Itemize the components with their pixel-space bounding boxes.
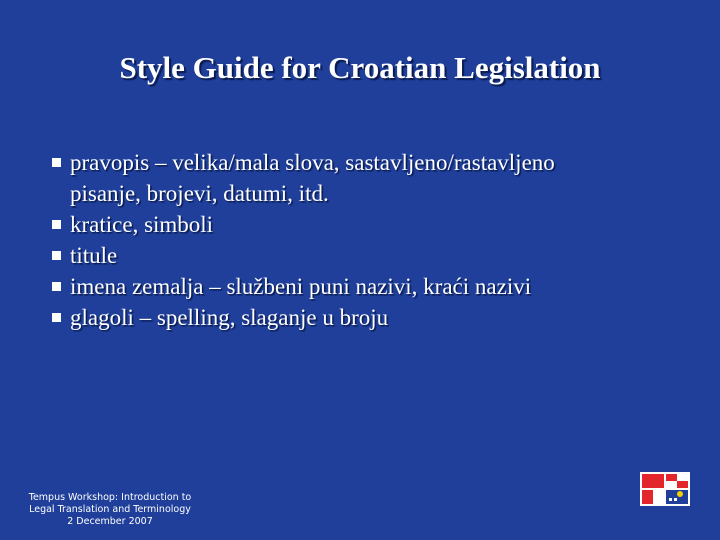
square-bullet-icon — [52, 251, 61, 260]
bullet-item-5 — [52, 302, 692, 333]
bullet-text-line: pisanje, brojevi, datumi, itd. — [70, 181, 329, 206]
square-bullet-icon — [52, 313, 61, 322]
slide-title: Style Guide for Croatian Legislation — [119, 50, 601, 85]
footer-line: Legal Translation and Terminology — [29, 504, 191, 515]
tempus-logo-icon — [640, 472, 690, 506]
square-bullet-icon — [52, 220, 61, 229]
tempus-logo-graphic — [640, 472, 690, 506]
bullet-text-line: pravopis – velika/mala slova, sastavljeno/rastavljeno — [70, 150, 555, 175]
square-bullet-icon — [52, 282, 61, 291]
bullet-text-line: glagoli – spelling, slaganje u broju — [70, 305, 389, 330]
footer-note — [20, 492, 200, 528]
bullet-text-line: titule — [70, 243, 118, 268]
bullet-item-3 — [52, 240, 692, 271]
bullet-item-1 — [52, 147, 692, 209]
bullet-text-line: kratice, simboli — [70, 212, 214, 237]
footer-line: Tempus Workshop: Introduction to — [28, 492, 192, 503]
square-bullet-icon — [52, 158, 61, 167]
bullet-item-2 — [52, 209, 692, 240]
footer-line: 2 December 2007 — [67, 516, 153, 527]
bullet-list — [52, 147, 692, 333]
bullet-item-4 — [52, 271, 692, 302]
bullet-text-line: imena zemalja – službeni puni nazivi, kraći nazivi — [70, 274, 532, 299]
